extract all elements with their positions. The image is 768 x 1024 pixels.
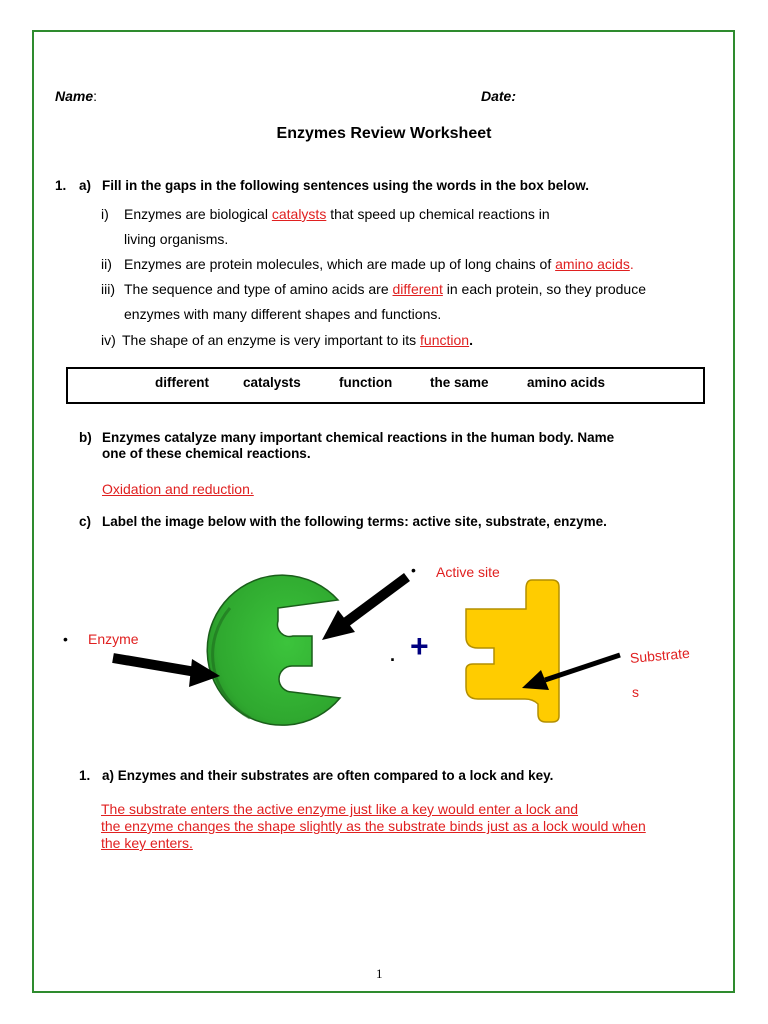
q1b-answer: Oxidation and reduction. [102, 481, 254, 497]
name-label: Name: [55, 88, 98, 104]
item-ii-text: Enzymes are protein molecules, which are made up of long chains of amino acids. [124, 256, 634, 272]
bullet-enzyme: • [63, 631, 68, 647]
answer-amino-acids: amino acids [555, 256, 630, 272]
word-catalysts: catalysts [243, 375, 301, 390]
diagram-dot: . [390, 645, 396, 665]
word-amino-acids: amino acids [527, 375, 606, 390]
item-iii-text: The sequence and type of amino acids are different in each protein, so they produce [124, 281, 646, 297]
page-number: 1 [376, 966, 383, 981]
q2-prompt: a) Enzymes and their substrates are often compared to a lock and key. [102, 768, 554, 783]
bullet-active-site: • [411, 562, 416, 578]
page-title: Enzymes Review Worksheet [276, 125, 492, 142]
label-enzyme: Enzyme [88, 631, 139, 647]
answer-catalysts: catalysts [271, 206, 327, 222]
q1a-number: 1. [55, 178, 67, 193]
item-i-text: Enzymes are biological catalysts that speed up chemical reactions in [124, 206, 550, 222]
plus-sign: + [410, 628, 429, 664]
label-substrate-continued: s [632, 684, 639, 700]
label-active-site: Active site [436, 564, 500, 580]
label-substrate: Substrate [629, 644, 691, 666]
item-iv-number: iv) [101, 332, 116, 348]
item-iii-number: iii) [101, 281, 115, 297]
q1c-prompt: Label the image below with the following terms: active site, substrate, enzyme. [102, 514, 607, 529]
q2-number: 1. [79, 768, 91, 783]
arrow-active-site [322, 577, 407, 640]
q1a-prompt: Fill in the gaps in the following sentences using the words in the box below. [102, 178, 590, 193]
q1b-letter: b) [79, 430, 92, 445]
q2-answer-line2: the enzyme changes the shape slightly as the substrate binds just as a lock would when [101, 818, 646, 834]
item-iv-text: The shape of an enzyme is very important to its function. [122, 332, 473, 348]
q1b-prompt-line2: one of these chemical reactions. [102, 446, 311, 461]
item-i-number: i) [101, 206, 109, 222]
item-i-line2: living organisms. [124, 231, 229, 247]
substrate-shape [466, 580, 559, 722]
item-ii-number: ii) [101, 256, 112, 272]
q1c-letter: c) [79, 514, 92, 529]
enzyme-shape [207, 575, 340, 725]
word-the-same: the same [430, 375, 489, 390]
word-different: different [155, 375, 209, 390]
item-iii-line2: enzymes with many different shapes and functions. [124, 306, 442, 322]
q2-answer-line3: the key enters. [101, 835, 193, 851]
date-label: Date: [481, 88, 517, 104]
word-function: function [339, 375, 393, 390]
answer-different: different [392, 281, 443, 297]
q1a-letter: a) [79, 178, 92, 193]
arrow-enzyme [113, 658, 220, 687]
q1b-prompt-line1: Enzymes catalyze many important chemical reactions in the human body. Name [102, 430, 615, 445]
q2-answer-line1: The substrate enters the active enzyme just like a key would enter a lock and [101, 801, 579, 817]
answer-function: function [420, 332, 470, 348]
